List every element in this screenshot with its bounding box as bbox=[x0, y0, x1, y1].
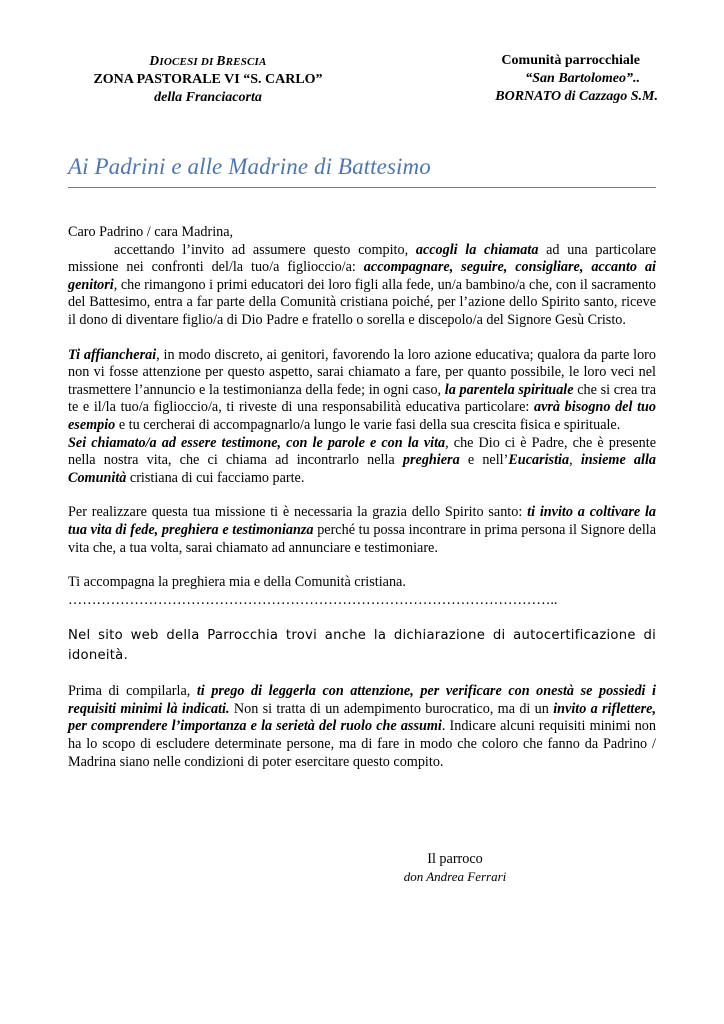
paragraph-2: Ti affiancherai, in modo discreto, ai genitori, favorendo la loro azione educativa; qualora da parte loro non vi fosse attenzione per questo aspetto, sarai chiamato a fare, per quanto possibile, le loro veci nel trasmettere l’annuncio e la testimonianza della fede; in ogni caso, la parentela spirituale che si crea tra te e il/la tuo/a figlioccio/a, ti riveste di una responsabilità educativa particolare: avrà bisogno del tuo esempio e tu cercherai di accompagnarlo/a lungo le varie fasi della sua crescita fisica e spirituale. bbox=[68, 346, 657, 433]
paragraph-4: Per realizzare questa tua missione ti è necessaria la grazia dello Spirito santo: ti invito a coltivare la tua vita di fede, preghiera e testimonianza perché tu possa incontrare in prima persona il Signore della vita che, a tua volta, sarai chiamato ad annunciare e testimoniare. bbox=[68, 504, 657, 556]
salutation: Caro Padrino / cara Madrina, bbox=[68, 224, 234, 240]
parish-town: BORNATO di Cazzago S.M. bbox=[495, 89, 658, 104]
paragraph-3: Sei chiamato/a ad essere testimone, con le parole e con la vita, che Dio ci è Padre, che è presente nella nostra vita, che ci chiama ad incontrarlo nella preghiera e nell’Eucaristia, insieme alla Comunità cristiana di cui facciamo parte. bbox=[68, 434, 657, 486]
page-title: Ai Padrini e alle Madrine di Battesimo bbox=[68, 154, 431, 179]
parish-name: “San Bartolomeo”.. bbox=[525, 71, 640, 86]
diocese-header bbox=[68, 52, 348, 107]
web-note: Nel sito web della Parrocchia trovi anche la dichiarazione di autocertificazione di idoneità. bbox=[68, 628, 656, 664]
letter-body bbox=[68, 224, 656, 771]
community-label: Comunità parrocchiale bbox=[501, 53, 640, 68]
parish-header bbox=[446, 52, 658, 106]
signature-name: don Andrea Ferrari bbox=[403, 869, 507, 884]
pastoral-zone: ZONA PASTORALE VI “S. CARLO” bbox=[93, 72, 323, 87]
diocese-name: DIOCESI DI BRESCIA bbox=[149, 53, 267, 68]
signature-block bbox=[380, 850, 530, 886]
paragraph-6: Prima di compilarla, ti prego di leggerla con attenzione, per verificare con onestà se possiedi i requisiti minimi là indicati. Non si tratta di un adempimento burocratico, ma di un invito a riflettere, per comprendere l’importanza e la serietà del ruolo che assumi. Indicare alcuni requisiti minimi non ha lo scopo di escludere determinate persone, ma di fare in modo che coloro che fanno da Padrino / Madrina siano nelle condizioni di poter esercitare questo compito. bbox=[68, 683, 656, 770]
paragraph-5: Ti accompagna la preghiera mia e della Comunità cristiana. bbox=[68, 574, 406, 591]
paragraph-1: accettando l’invito ad assumere questo compito, accogli la chiamata ad una particolare missione nei confronti del/la tuo/a figlioccio/a: accompagnare, seguire, consigliare, accanto ai genitori, che rimangono i primi educatori dei loro figli alla fede, un/a bambino/a che, con il sacramento del Battesimo, entra a far parte della Comunità cristiana poiché, per l’azione dello Spirito santo, riceve il dono di diventare figlio/a di Dio Padre e fratello o sorella e discepolo/a del Signore Gesù Cristo. bbox=[68, 241, 657, 328]
area-name: della Franciacorta bbox=[154, 90, 262, 105]
dotted-separator: ………………………………………………………………………………………….. bbox=[68, 591, 558, 608]
signature-role: Il parroco bbox=[427, 851, 483, 867]
title-rule bbox=[68, 187, 656, 188]
